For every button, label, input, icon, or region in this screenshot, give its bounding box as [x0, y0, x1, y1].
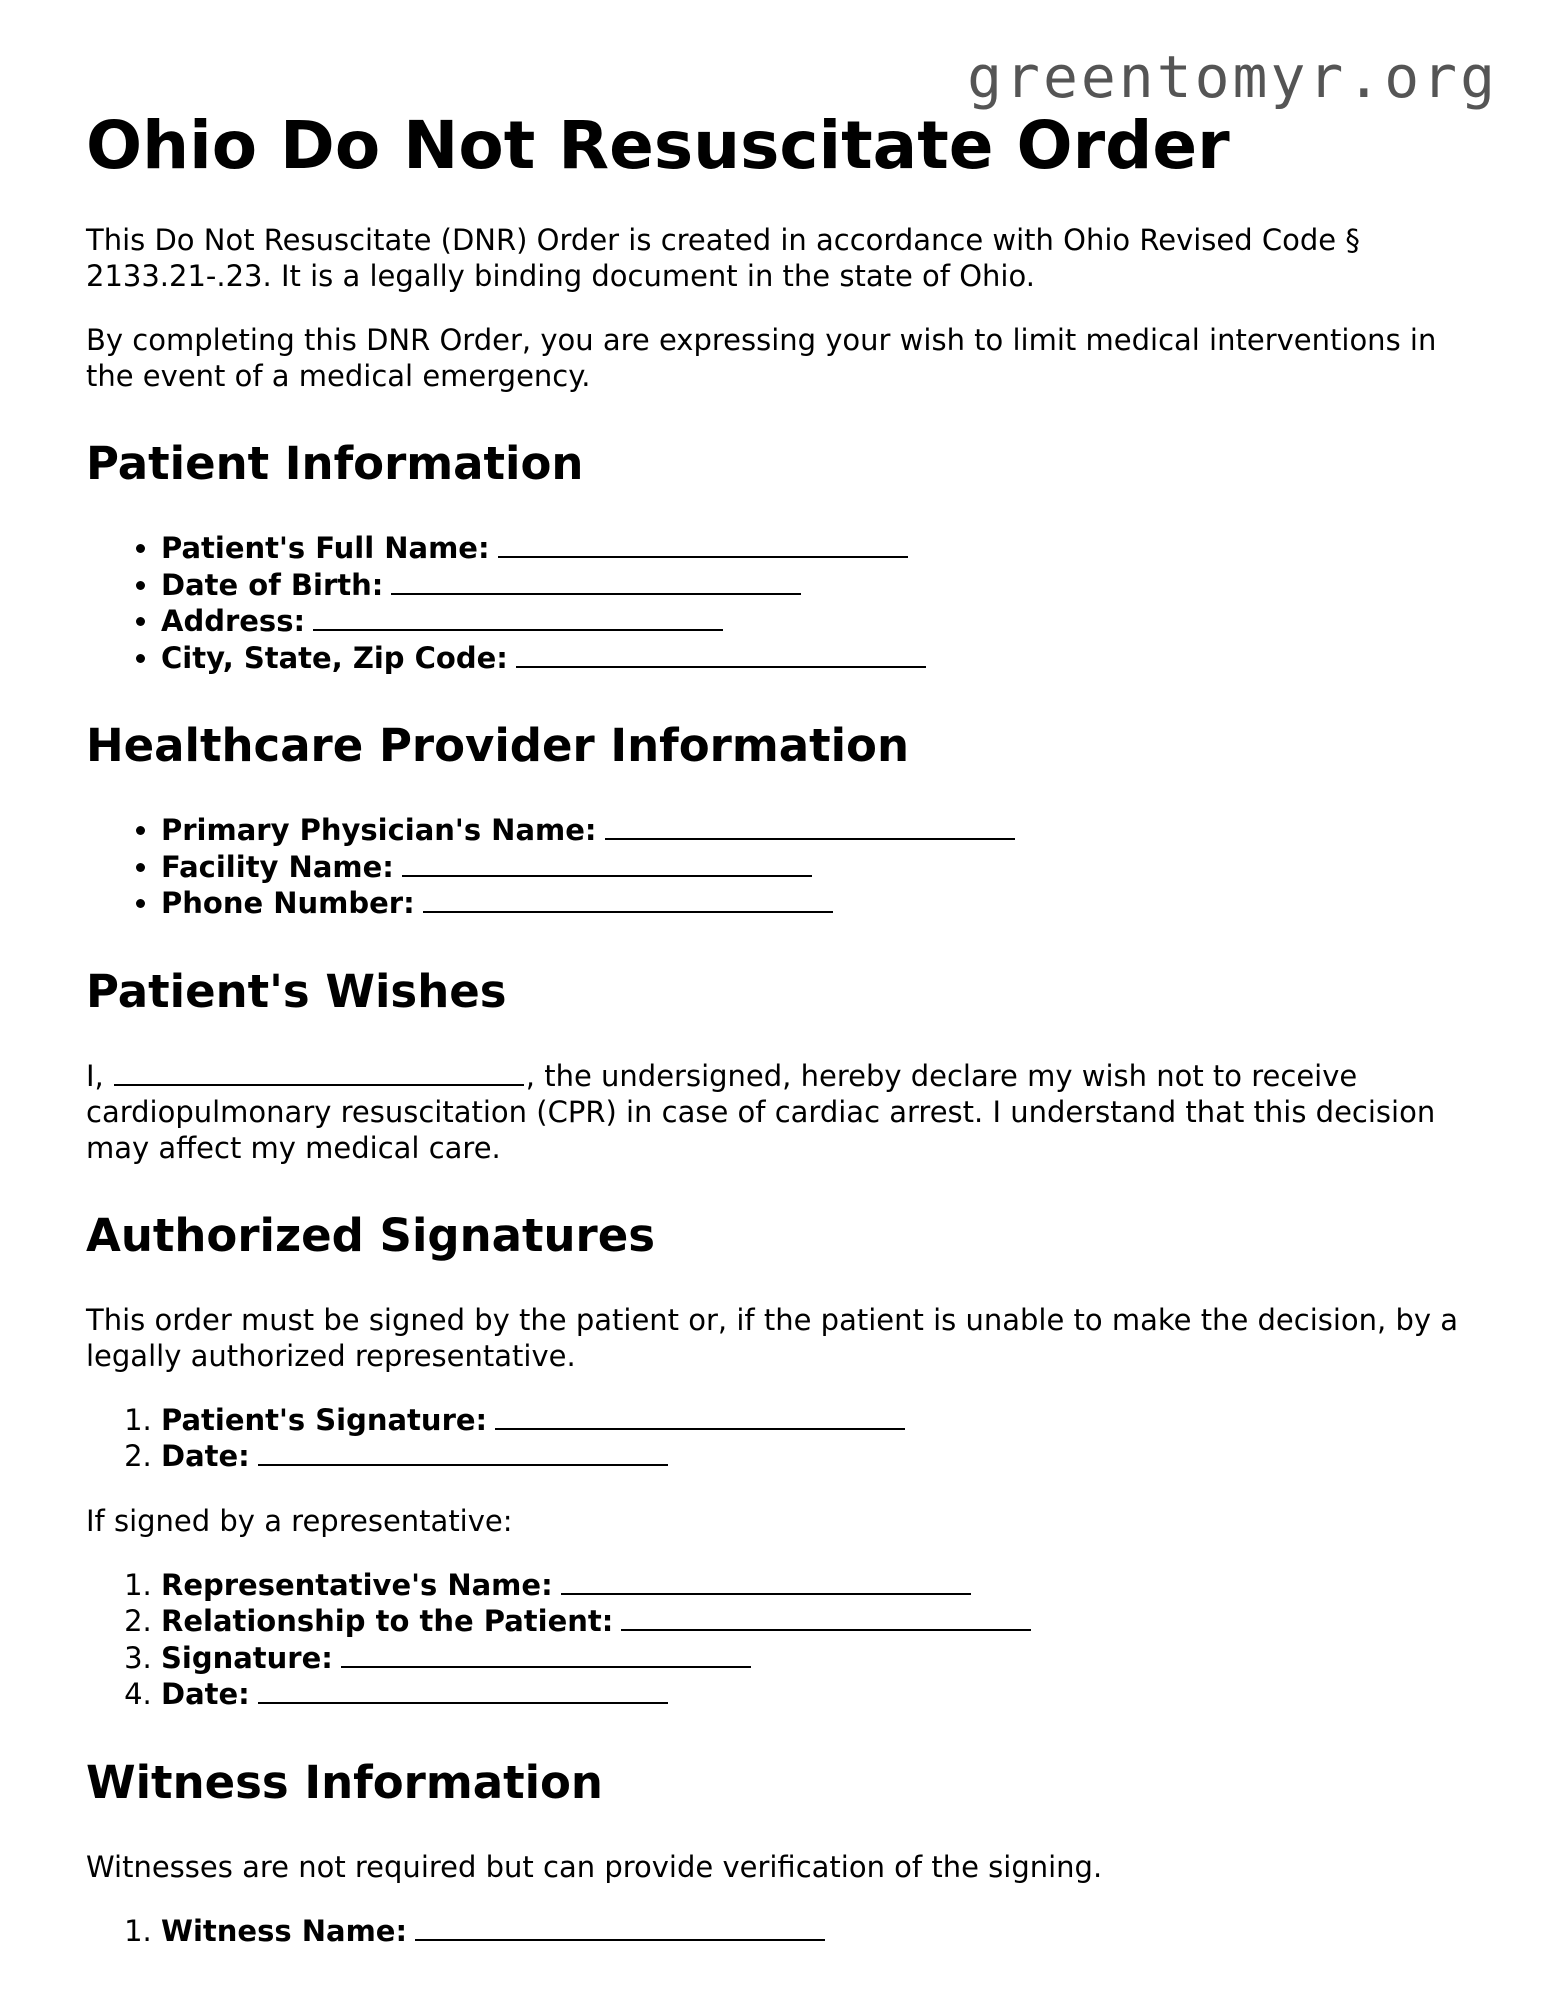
- date-of-birth-blank[interactable]: [391, 567, 801, 595]
- signatures-paragraph: This order must be signed by the patient or, if the patient is unable to make the decision, by a legally authorized representative.: [86, 1302, 1459, 1373]
- patient-wishes-paragraph: [86, 1058, 1486, 1166]
- document-title: Ohio Do Not Resuscitate Order: [86, 107, 1230, 184]
- patient-name-blank[interactable]: [498, 530, 908, 558]
- representative-intro: If signed by a representative:: [86, 1503, 513, 1538]
- witness-name-blank[interactable]: [415, 1913, 825, 1941]
- field-label: Relationship to the Patient:: [161, 1604, 614, 1638]
- field-label: Phone Number:: [161, 886, 415, 920]
- intro-paragraph-2: By completing this DNR Order, you are expressing your wish to limit medical interventions in the event of a medical emergency.: [86, 323, 1437, 393]
- representative-signature-field: [161, 1640, 1486, 1677]
- patient-date-field: [161, 1438, 1486, 1475]
- patient-info-heading: Patient Information: [86, 437, 584, 490]
- date-of-birth-field: [161, 567, 1486, 604]
- patient-signature-blank[interactable]: [495, 1402, 905, 1430]
- city-state-zip-blank[interactable]: [516, 640, 926, 668]
- city-state-zip-field: [161, 640, 1486, 677]
- witness-info-heading: Witness Information: [86, 1755, 603, 1809]
- field-label: Primary Physician's Name:: [161, 813, 597, 847]
- patient-date-blank[interactable]: [258, 1438, 668, 1466]
- intro-paragraph-1: This Do Not Resuscitate (DNR) Order is created in accordance with Ohio Revised Code § 2133.21-.23. It is a legally binding document in the state of Ohio.: [86, 223, 1360, 293]
- relationship-field: [161, 1603, 1486, 1640]
- authorized-signatures-heading: Authorized Signatures: [86, 1208, 656, 1262]
- witness-name-field: [161, 1913, 1486, 1950]
- witness-paragraph: Witnesses are not required but can provide verification of the signing.: [86, 1849, 1103, 1884]
- relationship-blank[interactable]: [621, 1603, 1031, 1631]
- representative-name-field: [161, 1567, 1486, 1604]
- patient-info-list: [86, 530, 1486, 676]
- representative-name-blank[interactable]: [561, 1567, 971, 1595]
- declarant-name-blank[interactable]: [114, 1058, 524, 1086]
- facility-name-field: [161, 849, 1486, 886]
- field-label: Address:: [161, 604, 306, 638]
- field-label: Representative's Name:: [161, 1567, 553, 1602]
- field-label: Patient's Signature:: [161, 1402, 488, 1437]
- field-label: City, State, Zip Code:: [161, 640, 508, 675]
- address-field: [161, 603, 1486, 640]
- physician-name-blank[interactable]: [605, 812, 1015, 840]
- patient-name-field: [161, 530, 1486, 567]
- representative-signature-blank[interactable]: [341, 1640, 751, 1668]
- patient-signature-list: [86, 1402, 1486, 1475]
- watermark: greentomyr.org: [967, 43, 1498, 111]
- phone-number-field: [161, 885, 1486, 922]
- wishes-text: , the undersigned, hereby declare my wish not to receive cardiopulmonary resuscitation (CPR) in case of cardiac arrest. I understand that this decision may affect my medical care.: [86, 1058, 1436, 1165]
- wishes-prefix: I,: [86, 1058, 104, 1093]
- phone-number-blank[interactable]: [423, 885, 833, 913]
- field-label: Signature:: [161, 1640, 333, 1675]
- field-label: Patient's Full Name:: [161, 531, 490, 565]
- patient-signature-field: [161, 1402, 1486, 1439]
- witness-list: [86, 1913, 1486, 1950]
- facility-name-blank[interactable]: [402, 849, 812, 877]
- patient-wishes-heading: Patient's Wishes: [86, 964, 507, 1018]
- address-blank[interactable]: [313, 603, 723, 631]
- representative-list: [86, 1567, 1486, 1713]
- provider-info-list: [86, 812, 1486, 922]
- field-label: Witness Name:: [161, 1913, 408, 1948]
- field-label: Date:: [161, 1439, 250, 1473]
- representative-date-blank[interactable]: [258, 1676, 668, 1704]
- field-label: Date of Birth:: [161, 567, 384, 602]
- representative-date-field: [161, 1676, 1486, 1713]
- field-label: Facility Name:: [161, 849, 394, 884]
- field-label: Date:: [161, 1677, 250, 1711]
- document-body: [86, 222, 1486, 1977]
- physician-name-field: [161, 812, 1486, 849]
- provider-info-heading: Healthcare Provider Information: [86, 719, 909, 772]
